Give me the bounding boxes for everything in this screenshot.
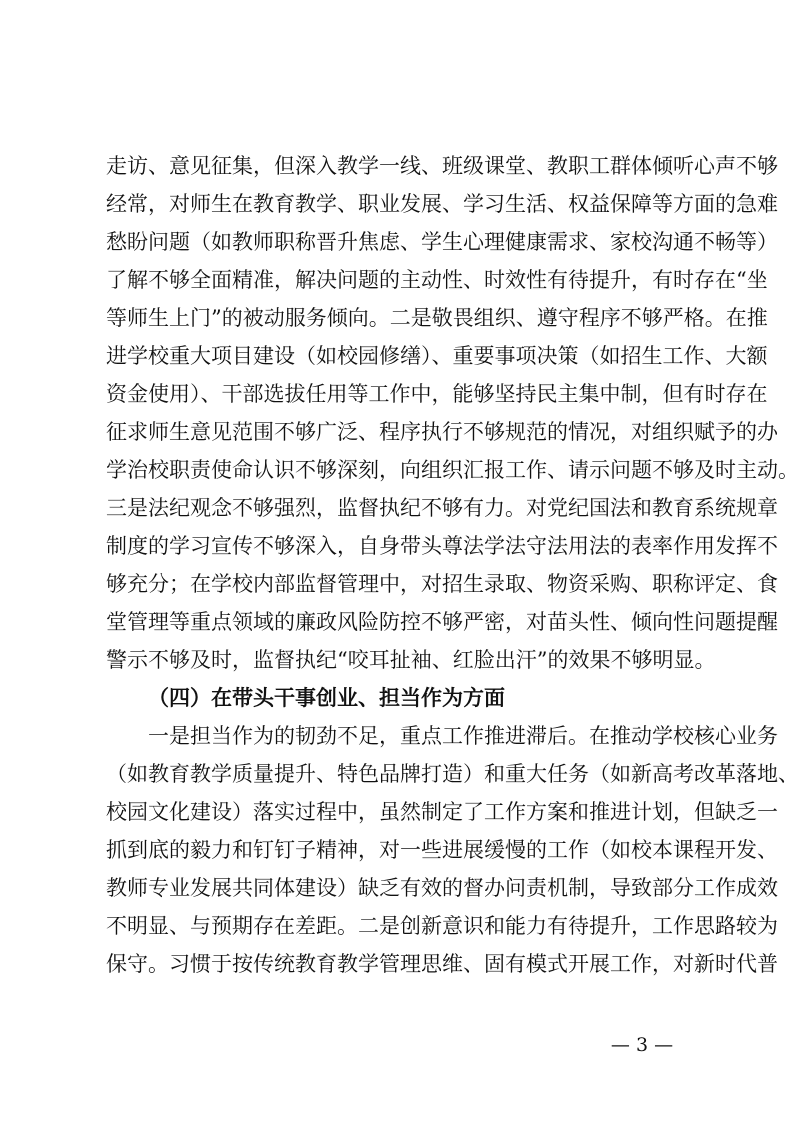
section-line-5: 教师专业发展共同体建设）缺乏有效的督办问责机制，导致部分工作成效 xyxy=(106,876,778,900)
body-line-14: 警示不够及时，监督执纪“咬耳扯袖、红脸出汗”的效果不够明显。 xyxy=(106,648,716,672)
body-line-10: 三是法纪观念不够强烈，监督执纪不够有力。对党纪国法和教育系统规章 xyxy=(106,496,778,520)
body-line-12: 够充分；在学校内部监督管理中，对招生录取、物资采购、职称评定、食 xyxy=(106,572,778,596)
body-line-8: 征求师生意见范围不够广泛、程序执行不够规范的情况，对组织赋予的办 xyxy=(106,420,778,444)
section-heading: （四）在带头干事创业、担当作为方面 xyxy=(148,685,505,710)
section-line-2: （如教育教学质量提升、特色品牌打造）和重大任务（如新高考改革落地、 xyxy=(106,762,799,786)
section-line-7: 保守。习惯于按传统教育教学管理思维、固有模式开展工作，对新时代普 xyxy=(106,952,778,976)
body-line-13: 堂管理等重点领域的廉政风险防控不够严密，对苗头性、倾向性问题提醒 xyxy=(106,610,778,634)
body-line-11: 制度的学习宣传不够深入，自身带头尊法学法守法用法的表率作用发挥不 xyxy=(106,534,778,558)
body-line-1: 走访、意见征集，但深入教学一线、班级课堂、教职工群体倾听心声不够 xyxy=(106,154,778,178)
section-line-3: 校园文化建设）落实过程中，虽然制定了工作方案和推进计划，但缺乏一 xyxy=(106,800,778,824)
body-line-7: 资金使用）、干部选拔任用等工作中，能够坚持民主集中制，但有时存在 xyxy=(106,382,768,406)
section-line-4: 抓到底的毅力和钉钉子精神，对一些进展缓慢的工作（如校本课程开发、 xyxy=(106,838,778,862)
body-line-9: 学治校职责使命认识不够深刻，向组织汇报工作、请示问题不够及时主动。 xyxy=(106,458,799,482)
body-line-5: 等师生上门”的被动服务倾向。二是敬畏组织、遵守程序不够严格。在推 xyxy=(106,306,768,330)
section-line-6: 不明显、与预期存在差距。二是创新意识和能力有待提升，工作思路较为 xyxy=(106,914,778,938)
body-line-2: 经常，对师生在教育教学、职业发展、学习生活、权益保障等方面的急难 xyxy=(106,192,778,216)
body-line-4: 了解不够全面精准，解决问题的主动性、时效性有待提升，有时存在“坐 xyxy=(106,268,768,292)
page-number: — 3 — xyxy=(610,1034,674,1056)
body-line-6: 进学校重大项目建设（如校园修缮）、重要事项决策（如招生工作、大额 xyxy=(106,344,768,368)
body-line-3: 愁盼问题（如教师职称晋升焦虑、学生心理健康需求、家校沟通不畅等） xyxy=(106,230,778,254)
section-line-1: 一是担当作为的韧劲不足，重点工作推进滞后。在推动学校核心业务 xyxy=(148,724,778,748)
